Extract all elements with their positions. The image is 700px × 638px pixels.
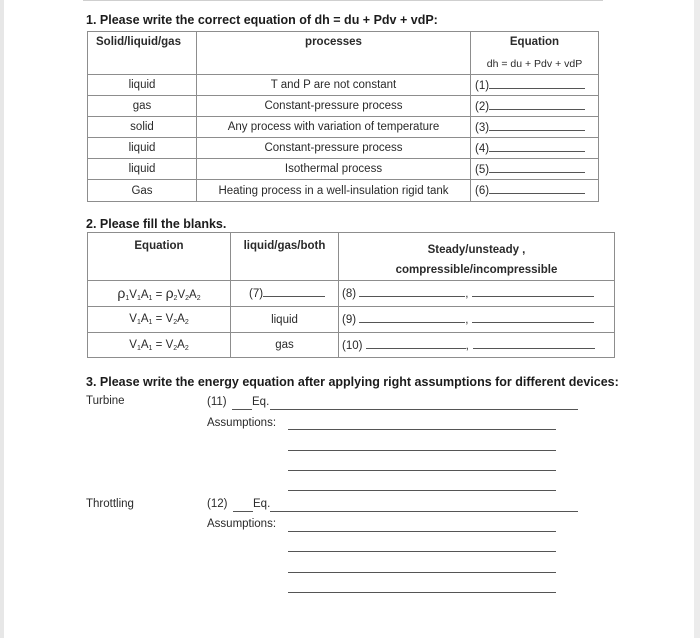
area-symbol: A xyxy=(140,313,149,325)
answer-number: (3) xyxy=(475,121,490,134)
q1-header-state: Solid/liquid/gas xyxy=(88,32,197,75)
subscript: 1 xyxy=(148,295,153,302)
question-1-table xyxy=(87,31,599,202)
answer-number: (4) xyxy=(475,142,490,155)
question-3-title: 3. Please write the energy equation after applying right assumptions for different devices: xyxy=(86,375,619,389)
question-2-title: 2. Please fill the blanks. xyxy=(86,217,227,231)
q2-header-flow-line-2: compressible/incompressible xyxy=(395,264,558,276)
q2-row xyxy=(88,333,615,358)
question-1-title: 1. Please write the correct equation of dh = du + Pdv + vdP: xyxy=(86,13,438,27)
top-rule xyxy=(83,0,603,1)
rho-symbol: ρ xyxy=(165,285,174,301)
throttling-assumption-line-3[interactable] xyxy=(288,572,556,573)
q1-answer-cell xyxy=(471,180,599,202)
turbine-eq-label: Eq. xyxy=(252,396,270,408)
answer-blank-9a[interactable] xyxy=(359,313,465,323)
q1-row xyxy=(88,180,599,202)
q2-state-cell xyxy=(231,281,339,307)
throttling-label: Throttling xyxy=(86,498,134,510)
throttling-equation-blank[interactable] xyxy=(270,511,578,512)
q1-answer-cell xyxy=(471,159,599,180)
answer-blank-5[interactable] xyxy=(489,163,585,173)
subscript: 2 xyxy=(184,319,189,326)
q2-equation-cell xyxy=(88,307,231,333)
answer-blank-8a[interactable] xyxy=(359,287,465,297)
turbine-number: (11) xyxy=(207,396,227,408)
turbine-assumption-line-2[interactable] xyxy=(288,450,556,451)
answer-blank-6[interactable] xyxy=(489,184,585,194)
turbine-assumption-line-3[interactable] xyxy=(288,470,556,471)
q1-answer-cell xyxy=(471,117,599,138)
area-symbol: A xyxy=(177,338,185,351)
throttling-assumptions-label: Assumptions: xyxy=(207,518,277,530)
q1-answer-cell xyxy=(471,96,599,117)
q1-process-cell: Constant-pressure process xyxy=(197,138,471,159)
q1-row xyxy=(88,138,599,159)
q1-state-cell: solid xyxy=(88,117,197,138)
comma: , xyxy=(465,339,469,352)
q1-process-cell: T and P are not constant xyxy=(197,75,471,96)
q1-row xyxy=(88,159,599,180)
subscript: 1 xyxy=(136,295,141,302)
left-margin-shadow xyxy=(0,0,4,638)
turbine-assumption-line-4[interactable] xyxy=(288,490,556,491)
area-symbol: A xyxy=(177,313,185,325)
velocity-symbol: V xyxy=(129,338,137,351)
answer-blank-2[interactable] xyxy=(489,100,585,110)
subscript: 1 xyxy=(136,319,141,326)
subscript: 2 xyxy=(196,295,201,302)
q2-row xyxy=(88,307,615,333)
q2-flow-cell xyxy=(339,307,615,333)
comma: , xyxy=(465,314,469,326)
right-margin-shadow xyxy=(694,0,700,638)
q2-equation-cell xyxy=(88,281,231,307)
answer-blank-3[interactable] xyxy=(489,121,585,131)
subscript: 1 xyxy=(136,344,141,352)
q2-header-state: liquid/gas/both xyxy=(231,233,339,281)
throttling-eq-label: Eq. xyxy=(253,498,271,510)
area-symbol: A xyxy=(140,289,149,301)
turbine-label: Turbine xyxy=(86,395,125,407)
equals-sign: = xyxy=(155,338,163,351)
q1-row xyxy=(88,75,599,96)
turbine-assumption-line-1[interactable] xyxy=(288,429,556,430)
answer-number: (8) xyxy=(342,288,357,300)
question-2-table xyxy=(87,232,615,358)
answer-number: (5) xyxy=(475,163,490,176)
equals-sign: = xyxy=(155,313,163,325)
throttling-assumption-line-1[interactable] xyxy=(288,531,556,532)
throttling-number: (12) xyxy=(207,498,228,510)
area-symbol: A xyxy=(140,338,149,351)
rho-symbol: ρ xyxy=(117,285,126,301)
q1-state-cell: liquid xyxy=(88,159,197,180)
velocity-symbol: V xyxy=(177,289,186,301)
subscript: 2 xyxy=(173,344,178,352)
equals-sign: = xyxy=(155,289,163,301)
answer-number: (9) xyxy=(342,314,357,326)
answer-number: (2) xyxy=(475,100,490,113)
q1-state-cell: gas xyxy=(88,96,197,117)
q1-row xyxy=(88,117,599,138)
q2-header-flow xyxy=(339,233,615,281)
answer-blank-8b[interactable] xyxy=(472,287,594,297)
subscript: 1 xyxy=(148,344,153,352)
answer-blank-1[interactable] xyxy=(489,79,585,89)
q1-process-cell: Heating process in a well-insulation rigid tank xyxy=(197,180,471,202)
q1-header-equation: Equation xyxy=(471,32,599,55)
comma: , xyxy=(465,288,469,300)
q1-state-cell: liquid xyxy=(88,138,197,159)
q2-header-equation: Equation xyxy=(88,233,231,281)
velocity-symbol: V xyxy=(165,313,174,325)
q1-state-cell: Gas xyxy=(88,180,197,202)
turbine-prefix-blank[interactable] xyxy=(232,409,252,410)
turbine-assumptions-label: Assumptions: xyxy=(207,417,277,429)
subscript: 2 xyxy=(185,295,190,302)
throttling-assumption-line-2[interactable] xyxy=(288,551,556,552)
answer-blank-9b[interactable] xyxy=(472,313,594,323)
q1-header-process: processes xyxy=(197,32,471,75)
q1-header-equation-form: dh = du + Pdv + vdP xyxy=(471,55,599,75)
area-symbol: A xyxy=(189,289,197,301)
subscript: 2 xyxy=(184,344,189,352)
q2-row xyxy=(88,281,615,307)
q2-flow-cell xyxy=(339,281,615,307)
answer-blank-7[interactable] xyxy=(263,287,325,297)
q1-answer-cell xyxy=(471,75,599,96)
q1-process-cell: Isothermal process xyxy=(197,159,471,180)
throttling-prefix-blank[interactable] xyxy=(233,511,253,512)
subscript: 1 xyxy=(148,319,153,326)
answer-number: (10) xyxy=(342,339,363,352)
turbine-equation-blank[interactable] xyxy=(270,409,578,410)
throttling-assumption-line-4[interactable] xyxy=(288,592,556,593)
answer-blank-10b[interactable] xyxy=(473,339,595,349)
q2-state-cell: liquid xyxy=(231,307,339,333)
q2-flow-cell xyxy=(339,333,615,358)
velocity-symbol: V xyxy=(165,338,174,351)
q2-equation-cell xyxy=(88,333,231,358)
answer-number: (1) xyxy=(475,79,490,92)
answer-number: (6) xyxy=(475,185,490,197)
velocity-symbol: V xyxy=(129,313,137,325)
answer-blank-10a[interactable] xyxy=(366,339,466,349)
velocity-symbol: V xyxy=(129,289,137,301)
q2-state-cell: gas xyxy=(231,333,339,358)
subscript: 1 xyxy=(125,295,130,302)
q2-header-flow-line-1: Steady/unsteady , xyxy=(427,244,526,256)
answer-blank-4[interactable] xyxy=(489,142,585,152)
q1-process-cell: Any process with variation of temperature xyxy=(197,117,471,138)
q1-row xyxy=(88,96,599,117)
q1-process-cell: Constant-pressure process xyxy=(197,96,471,117)
answer-number: (7) xyxy=(249,288,264,300)
q1-answer-cell xyxy=(471,138,599,159)
subscript: 2 xyxy=(173,319,178,326)
q1-state-cell: liquid xyxy=(88,75,197,96)
subscript: 2 xyxy=(173,295,178,302)
